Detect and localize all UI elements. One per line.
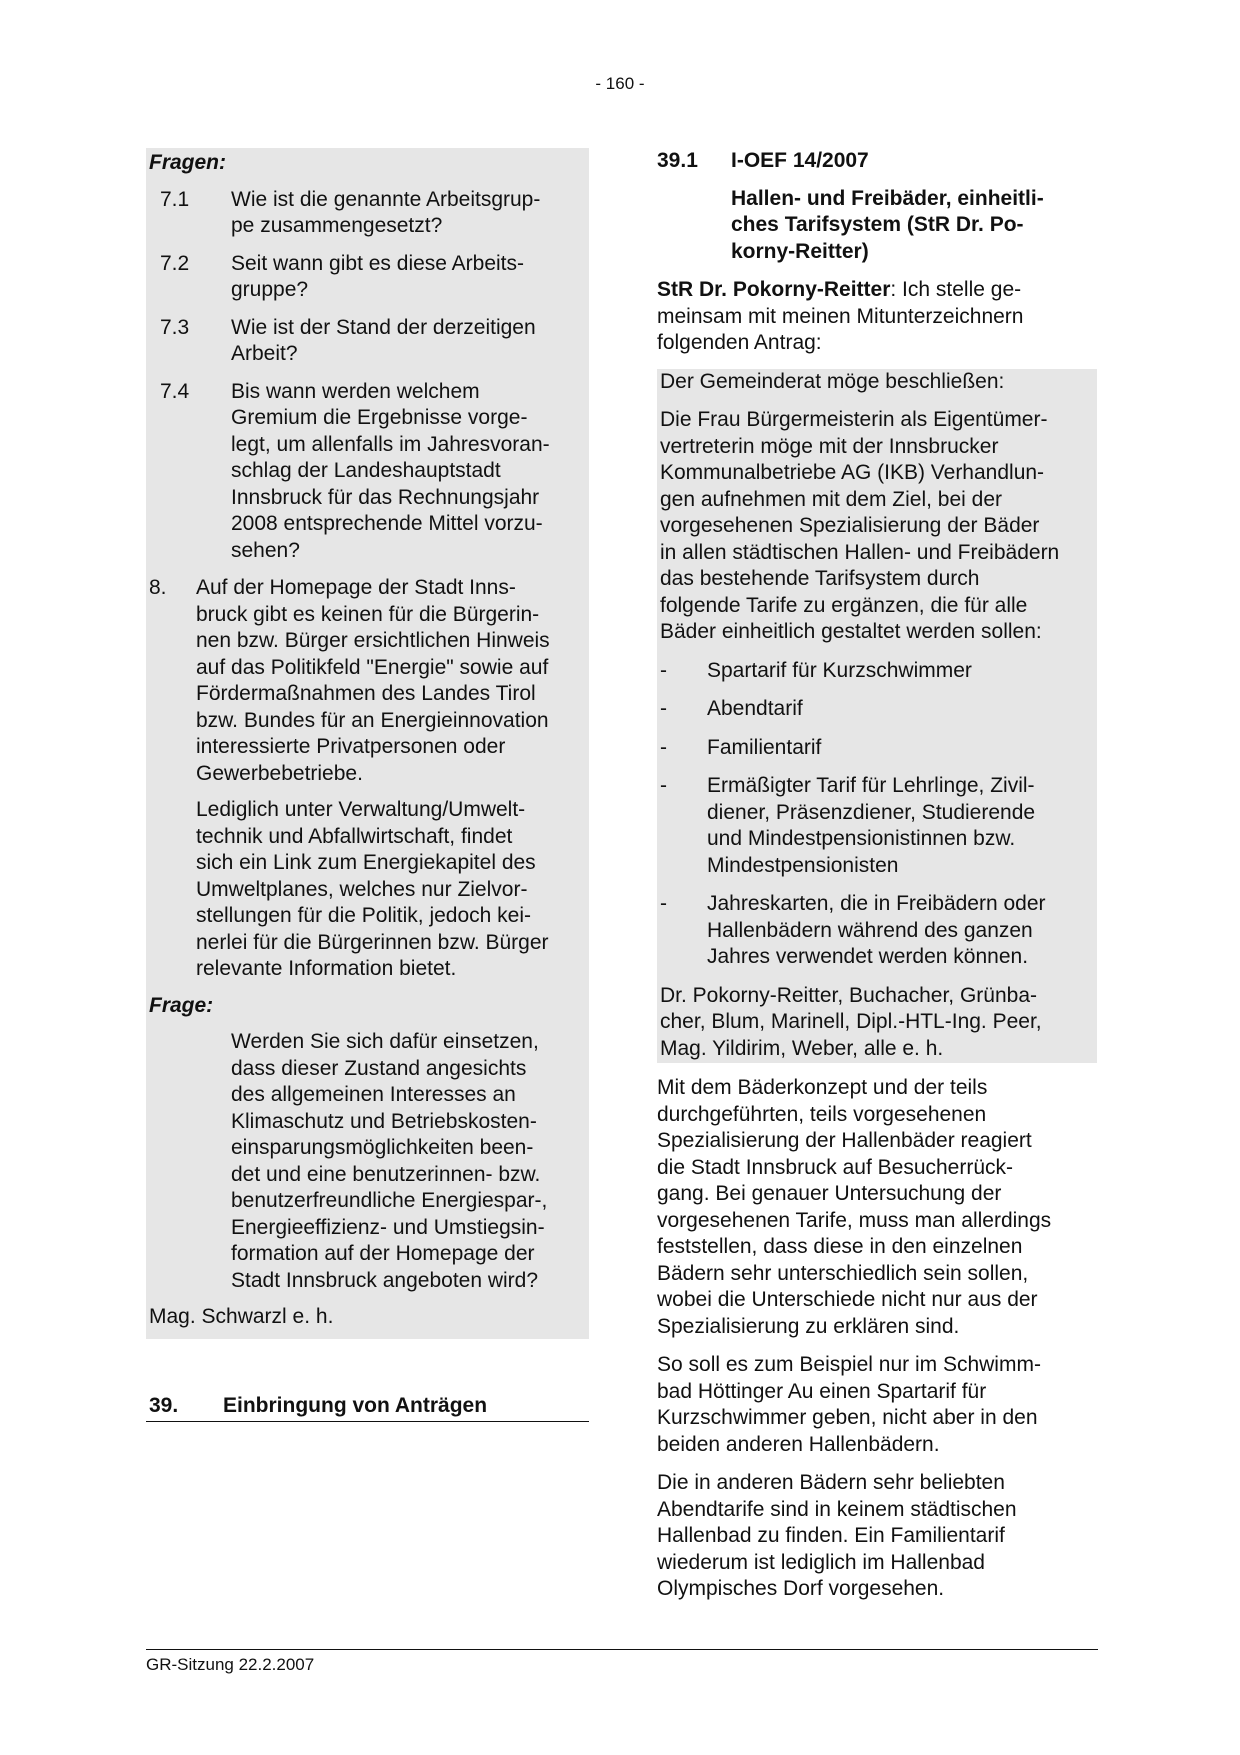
signature: Mag. Schwarzl e. h. [149, 1305, 334, 1328]
questions-box [146, 148, 589, 1339]
page-number: - 160 - [595, 74, 645, 93]
right-column [657, 148, 1097, 1615]
tariff-text: Familientarif [707, 735, 822, 759]
tariff-item [660, 658, 1097, 685]
motion-text: Die Frau Bürgermeisterin als Eigentümer- vertreterin möge mit der Innsbrucker Kommunalbetriebe AG (IKB) Verhandlun- gen aufnehmen mit dem Ziel, bei der vorgesehenen Spezialisierung der Bäder in allen städtischen Hallen- und Freibädern das bestehende Tarifsystem durch folgende Tarife zu ergänzen, die für alle Bäder einheitlich gestaltet werden sollen: [660, 408, 1060, 643]
paragraph-2: So soll es zum Beispiel nur im Schwimm- bad Höttinger Au einen Spartarif für Kurzschwimmer geben, nicht aber in den beiden anderen Hallenbädern. [657, 1353, 1041, 1456]
section-title-text: Einbringung von Anträgen [223, 1393, 488, 1417]
item-subtitle: Hallen- und Freibäder, einheitli- ches Tarifsystem (StR Dr. Po- korny-Reitter) [731, 186, 1044, 263]
question-number: 7.2 [160, 251, 190, 275]
footer-text: GR-Sitzung 22.2.2007 [146, 1655, 315, 1674]
question-7-2 [149, 251, 589, 304]
question-7-4 [149, 379, 589, 565]
frage-heading: Frage: [149, 993, 214, 1017]
tariff-item [660, 891, 1097, 971]
tariff-text: Jahreskarten, die in Freibädern oder Hallenbädern während des ganzen Jahres verwendet werden können. [707, 892, 1046, 968]
question-text: Wie ist die genannte Arbeitsgrup- pe zusammengesetzt? [231, 187, 541, 237]
question-number: 7.4 [160, 379, 190, 403]
dash-mark: - [660, 774, 667, 797]
question-7-1 [149, 187, 589, 240]
dash-mark: - [660, 892, 667, 915]
item-8 [149, 575, 589, 787]
signatories: Dr. Pokorny-Reitter, Buchacher, Grünba- cher, Blum, Marinell, Dipl.-HTL-Ing. Peer, Mag. Yildirim, Weber, alle e. h. [660, 983, 1042, 1060]
item-number: 8. [149, 576, 167, 599]
frage-text: Werden Sie sich dafür einsetzen, dass dieser Zustand angesichts des allgemeinen Interesses an Klimaschutz und Betriebskosten- einsparungsmöglichkeiten been- det und eine benutzerinnen- bzw. benutzerfreundliche Energiespar-, Energieeffizienz- und Umstiegsin- formation auf der Homepage der Stadt Innsbruck angeboten wird? [231, 1030, 548, 1292]
paragraph-1: Mit dem Bäderkonzept und der teils durchgeführten, teils vorgesehenen Spezialisierung der Hallenbäder reagiert die Stadt Innsbruck auf Besucherrück- gang. Bei genauer Untersuchung der vorgesehenen Tarife, muss man allerdings feststellen, dass diese in den einzelnen Bädern sehr unterschiedlich sein sollen, wobei die Unterschiede nicht nur aus der Spezialisierung zu erklären sind. [657, 1076, 1052, 1338]
section-number: 39. [149, 1393, 179, 1417]
tariff-item [660, 773, 1097, 879]
tariff-text: Abendtarif [707, 697, 803, 720]
item-id: I-OEF 14/2007 [731, 149, 869, 172]
dash-mark: - [660, 735, 667, 759]
item-8-paragraph-2: Lediglich unter Verwaltung/Umwelt- technik und Abfallwirtschaft, findet sich ein Link zum Energiekapitel des Umweltplanes, welches nur Zielvor- stellungen für die Politik, jedoch kei- nerlei für die Bürgerinnen bzw. Bürger relevante Information bietet. [196, 798, 549, 980]
tariff-text: Ermäßigter Tarif für Lehrlinge, Zivil- diener, Präsenzdiener, Studierende und Mindestpensionistinnen bzw. Mindestpensionisten [707, 774, 1036, 877]
speaker-paragraph [657, 277, 1097, 357]
question-text: Seit wann gibt es diese Arbeits- gruppe? [231, 251, 524, 301]
question-7-3 [149, 315, 589, 368]
dash-mark: - [660, 658, 667, 682]
item-number: 39.1 [657, 149, 698, 172]
section-title [146, 1393, 589, 1423]
footer-rule [146, 1649, 1098, 1650]
left-column [146, 148, 589, 1422]
fragen-heading: Fragen: [149, 151, 227, 174]
question-number: 7.1 [160, 187, 190, 211]
motion-box [657, 369, 1097, 1064]
paragraph-3: Die in anderen Bädern sehr beliebten Abendtarife sind in keinem städtischen Hallenbad zu finden. Ein Familientarif wiederum ist lediglich im Hallenbad Olympisches Dorf vorgesehen. [657, 1471, 1017, 1600]
question-text: Bis wann werden welchem Gremium die Ergebnisse vorge- legt, um allenfalls im Jahresvoran- schlag der Landeshauptstadt Innsbruck für das Rechnungsjahr 2008 entsprechende Mittel vorzu- sehen? [231, 379, 550, 562]
item-text: Auf der Homepage der Stadt Inns- bruck gibt es keinen für die Bürgerin- nen bzw. Bürger ersichtlichen Hinweis auf das Politikfeld "Energie" sowie auf Fördermaßnahmen des Landes Tirol bzw. Bundes für an Energieinnovation interessierte Privatpersonen oder Gewerbebetriebe. [196, 576, 550, 785]
question-number: 7.3 [160, 315, 190, 339]
dash-mark: - [660, 697, 667, 720]
speaker-text: : Ich stelle ge- meinsam mit meinen Mitunterzeichnern folgenden Antrag: [657, 278, 1024, 354]
speaker-name: StR Dr. Pokorny-Reitter [657, 278, 891, 301]
item-heading [657, 148, 1097, 175]
motion-intro: Der Gemeinderat möge beschließen: [660, 369, 1005, 393]
question-text: Wie ist der Stand der derzeitigen Arbeit? [231, 315, 536, 365]
tariff-text: Spartarif für Kurzschwimmer [707, 658, 972, 682]
tariff-item [660, 696, 1097, 723]
tariff-item [660, 735, 1097, 762]
